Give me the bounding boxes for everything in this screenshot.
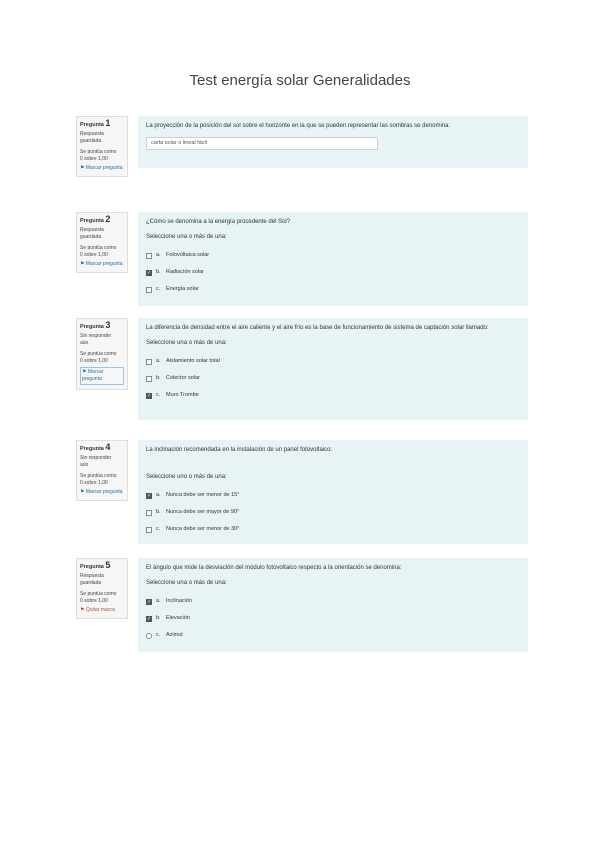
checkbox-checked[interactable]: ✓ xyxy=(147,269,152,276)
option-text: Azimut xyxy=(166,632,183,638)
option-text: Nunca debe ser menor de 30° xyxy=(166,526,240,532)
status-text: Respuesta xyxy=(80,573,104,579)
option-letter: a. xyxy=(156,358,161,364)
option-text: Fotovoltaica solar xyxy=(166,252,210,258)
status-text: Respuesta xyxy=(80,227,104,233)
grade-text: 0 sobre 1,00 xyxy=(80,598,108,604)
checkbox-checked[interactable]: ✓ xyxy=(147,615,152,622)
option-letter: b. xyxy=(156,269,161,275)
question-content xyxy=(138,212,528,306)
checkbox-checked[interactable]: ✓ xyxy=(147,598,152,605)
option-a[interactable] xyxy=(146,353,520,370)
status-text: Respuesta xyxy=(80,131,104,137)
checkbox[interactable] xyxy=(146,359,152,365)
grade-text: 0 sobre 1,00 xyxy=(80,358,108,364)
flag-label: Marcar pregunta xyxy=(82,369,104,382)
unflag-question-button[interactable]: ⚑ Quitar marca xyxy=(80,607,115,613)
option-letter: c. xyxy=(156,286,161,292)
option-b[interactable] xyxy=(146,610,520,627)
question-text: La diferencia de densidad entre el aire caliente y el aire frío es la base de funcionamiento de sistema de captación solar llamado: xyxy=(146,325,489,331)
option-b[interactable] xyxy=(146,504,520,521)
status-text: guardada xyxy=(80,138,102,144)
checkbox[interactable] xyxy=(146,376,152,382)
status-text: aún xyxy=(80,462,89,468)
question-info xyxy=(76,116,128,177)
option-letter: a. xyxy=(156,492,161,498)
flag-question-button[interactable]: ⚑ Marcar pregunta xyxy=(80,261,123,267)
option-letter: b. xyxy=(156,615,161,621)
option-text: Energía solar xyxy=(166,286,199,292)
question-text: El ángulo que mide la desviación del módulo fotovoltaico respecto a la orientación se denomina: xyxy=(146,565,402,571)
option-c[interactable] xyxy=(146,627,520,644)
option-letter: c. xyxy=(156,526,161,532)
option-text: Elevación xyxy=(166,615,190,621)
grade-text: 0 sobre 1,00 xyxy=(80,252,108,258)
option-text: Colector solar xyxy=(166,375,200,381)
option-letter: b. xyxy=(156,375,161,381)
question-label: Pregunta xyxy=(80,324,104,330)
grade-text: Se puntúa como xyxy=(80,245,117,251)
question-number: 5 xyxy=(105,560,111,570)
flag-label: Marcar pregunta xyxy=(85,489,123,495)
option-a[interactable] xyxy=(146,593,520,610)
question-info xyxy=(76,318,128,390)
question-number: 3 xyxy=(105,320,111,330)
checkbox[interactable] xyxy=(146,253,152,259)
question-label: Pregunta xyxy=(80,564,104,570)
question-text: ¿Cómo se denomina a la energía procedente del Sol? xyxy=(146,219,291,225)
grade-text: 0 sobre 1,00 xyxy=(80,480,108,486)
option-letter: a. xyxy=(156,598,161,604)
question-text: La proyección de la posición del sol sobre el horizonte en la que se pueden representar las sombras se denomina: xyxy=(146,123,451,129)
flag-question-button[interactable]: ⚑ Marcar pregunta xyxy=(80,165,123,171)
option-c[interactable] xyxy=(146,521,520,538)
option-b[interactable] xyxy=(146,264,520,281)
option-text: Nunca debe ser menor de 15° xyxy=(166,492,240,498)
option-letter: b. xyxy=(156,509,161,515)
question-number: 1 xyxy=(105,118,111,128)
flag-label: Marcar pregunta xyxy=(85,261,123,267)
checkbox-checked[interactable]: ✓ xyxy=(147,392,152,399)
checkbox[interactable] xyxy=(146,527,152,533)
flag-question-button[interactable]: ⚑ Marcar pregunta xyxy=(80,367,124,385)
option-letter: c. xyxy=(156,632,161,638)
question-label: Pregunta xyxy=(80,218,104,224)
flag-question-button[interactable]: ⚑ Marcar pregunta xyxy=(80,489,123,495)
question-content xyxy=(138,440,528,544)
select-prompt: Seleccione una o más de una: xyxy=(146,580,227,586)
status-text: guardada xyxy=(80,580,102,586)
option-letter: a. xyxy=(156,252,161,258)
grade-text: Se puntúa como xyxy=(80,591,117,597)
question-label: Pregunta xyxy=(80,446,104,452)
select-prompt: Seleccione uno o más de una: xyxy=(146,474,227,480)
page-title: Test energía solar Generalidades xyxy=(189,72,411,89)
question-number: 2 xyxy=(105,214,111,224)
checkbox[interactable] xyxy=(146,633,152,639)
option-text: Radiación solar xyxy=(166,269,204,275)
option-c[interactable] xyxy=(146,387,520,404)
status-text: Sin responder xyxy=(80,333,112,339)
question-number: 4 xyxy=(105,442,111,452)
select-prompt: Seleccione una o más de una: xyxy=(146,340,227,346)
grade-text: Se puntúa como xyxy=(80,149,117,155)
option-b[interactable] xyxy=(146,370,520,387)
flag-label: Quitar marca xyxy=(85,607,115,613)
grade-text: Se puntúa como xyxy=(80,351,117,357)
status-text: guardada xyxy=(80,234,102,240)
question-content xyxy=(138,116,528,168)
question-info xyxy=(76,440,128,501)
question-content xyxy=(138,558,528,652)
question-info xyxy=(76,212,128,273)
checkbox[interactable] xyxy=(146,287,152,293)
question-info xyxy=(76,558,128,619)
option-a[interactable] xyxy=(146,247,520,264)
status-text: aún xyxy=(80,340,89,346)
option-c[interactable] xyxy=(146,281,520,298)
grade-text: 0 sobre 1,00 xyxy=(80,156,108,162)
grade-text: Se puntúa como xyxy=(80,473,117,479)
option-text: Muro Trombe xyxy=(166,392,199,398)
question-content xyxy=(138,318,528,420)
option-a[interactable] xyxy=(146,487,520,504)
question-label: Pregunta xyxy=(80,122,104,128)
option-text: Aislamiento solar total xyxy=(166,358,220,364)
option-text: Inclinación xyxy=(166,598,192,604)
checkbox[interactable] xyxy=(146,510,152,516)
option-letter: c. xyxy=(156,392,161,398)
checkbox-checked[interactable]: ✓ xyxy=(147,492,152,499)
status-text: Sin responder xyxy=(80,455,112,461)
option-text: Nunca debe ser mayor de 90° xyxy=(166,509,240,515)
question-text: La inclinación recomendada en la instalación de un panel fotovoltaico: xyxy=(146,447,333,453)
flag-label: Marcar pregunta xyxy=(85,165,123,171)
answer-input[interactable]: carta solar o lineal fácil xyxy=(146,137,378,150)
select-prompt: Seleccione una o más de una: xyxy=(146,234,227,240)
